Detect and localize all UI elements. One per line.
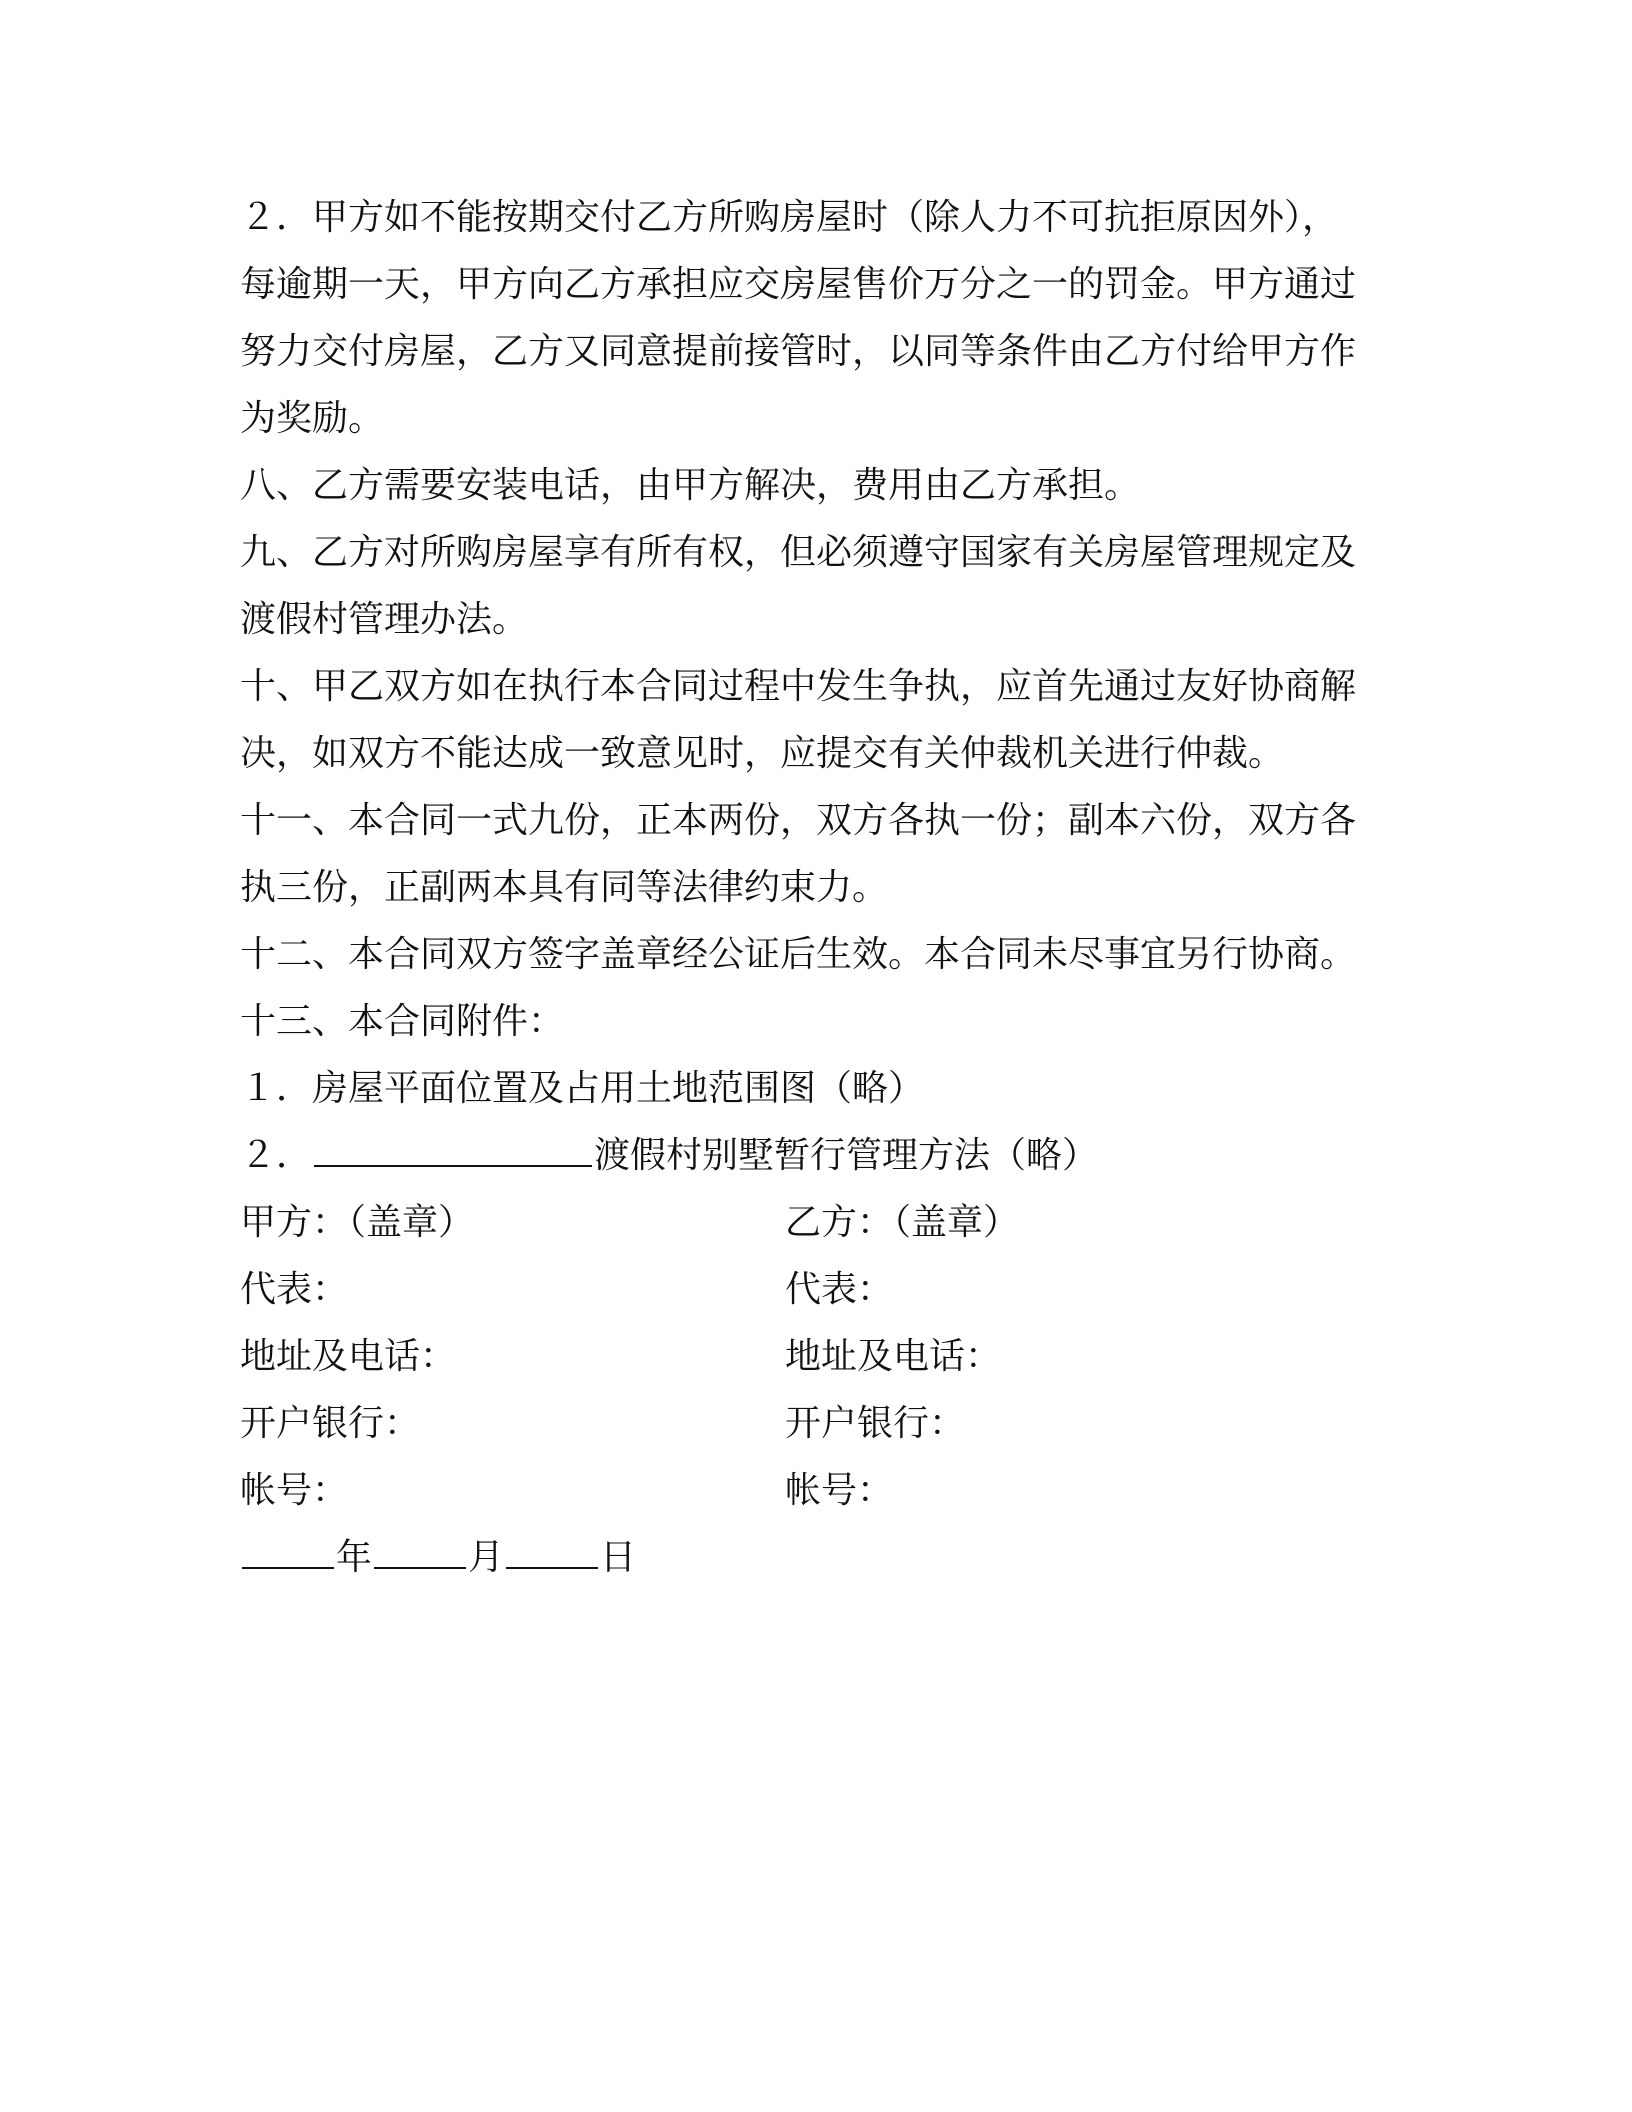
clause-8: 八、乙方需要安装电话，由甲方解决，费用由乙方承担。 <box>240 465 1141 506</box>
clause-9-line-2: 渡假村管理办法。 <box>240 599 529 640</box>
clause-7-2-line-4: 为奖励。 <box>240 398 385 439</box>
signing-date <box>240 1524 1390 1591</box>
party-a-bank: 开户银行： <box>240 1403 421 1444</box>
signature-row-address <box>240 1323 1390 1390</box>
day-blank-line <box>506 1566 598 1569</box>
signature-row-rep <box>240 1256 1390 1323</box>
party-a-rep: 代表： <box>240 1269 349 1310</box>
clause-12: 十二、本合同双方签字盖章经公证后生效。本合同未尽事宜另行协商。 <box>240 934 1357 975</box>
clause-7-2-line-2: 每逾期一天，甲方向乙方承担应交房屋售价万分之一的罚金。甲方通过 <box>240 264 1357 305</box>
party-b-address: 地址及电话： <box>785 1336 1002 1377</box>
attachment-2 <box>240 1122 1390 1189</box>
clause-9-line-1: 九、乙方对所购房屋享有所有权，但必须遵守国家有关房屋管理规定及 <box>240 532 1357 573</box>
clause-7-2 <box>240 184 1390 452</box>
party-b-account: 帐号： <box>785 1470 894 1511</box>
attachment-1: １．房屋平面位置及占用土地范围图（略） <box>240 1068 925 1109</box>
clause-10 <box>240 653 1390 787</box>
signature-row-account <box>240 1457 1390 1524</box>
clause-11 <box>240 787 1390 921</box>
clause-10-line-2: 决，如双方不能达成一致意见时，应提交有关仲裁机关进行仲裁。 <box>240 733 1285 774</box>
contract-body <box>240 184 1390 1591</box>
party-a-account: 帐号： <box>240 1470 349 1511</box>
day-label: 日 <box>600 1537 637 1578</box>
clause-11-line-1: 十一、本合同一式九份，正本两份，双方各执一份；副本六份，双方各 <box>240 800 1357 841</box>
party-b-rep: 代表： <box>785 1269 894 1310</box>
clause-7-2-line-1: ２．甲方如不能按期交付乙方所购房屋时（除人力不可抗拒原因外）， <box>240 197 1339 238</box>
month-blank-line <box>374 1566 466 1569</box>
party-a-address: 地址及电话： <box>240 1336 457 1377</box>
clause-9 <box>240 519 1390 653</box>
attachment-2-number: ２． <box>240 1135 313 1176</box>
year-blank-line <box>242 1566 334 1569</box>
clause-7-2-line-3: 努力交付房屋，乙方又同意提前接管时，以同等条件由乙方付给甲方作 <box>240 331 1357 372</box>
attachment-2-blank-line <box>314 1164 592 1167</box>
clause-13: 十三、本合同附件： <box>240 1001 565 1042</box>
month-label: 月 <box>468 1537 505 1578</box>
year-label: 年 <box>336 1537 373 1578</box>
attachment-2-title: 渡假村别墅暂行管理方法（略） <box>594 1135 1099 1176</box>
party-a-seal: 甲方：（盖章） <box>240 1202 475 1243</box>
signature-row-bank <box>240 1390 1390 1457</box>
party-b-seal: 乙方：（盖章） <box>785 1202 1020 1243</box>
party-b-bank: 开户银行： <box>785 1403 966 1444</box>
clause-11-line-2: 执三份，正副两本具有同等法律约束力。 <box>240 867 889 908</box>
signature-row-seal <box>240 1189 1390 1256</box>
clause-10-line-1: 十、甲乙双方如在执行本合同过程中发生争执，应首先通过友好协商解 <box>240 666 1357 707</box>
